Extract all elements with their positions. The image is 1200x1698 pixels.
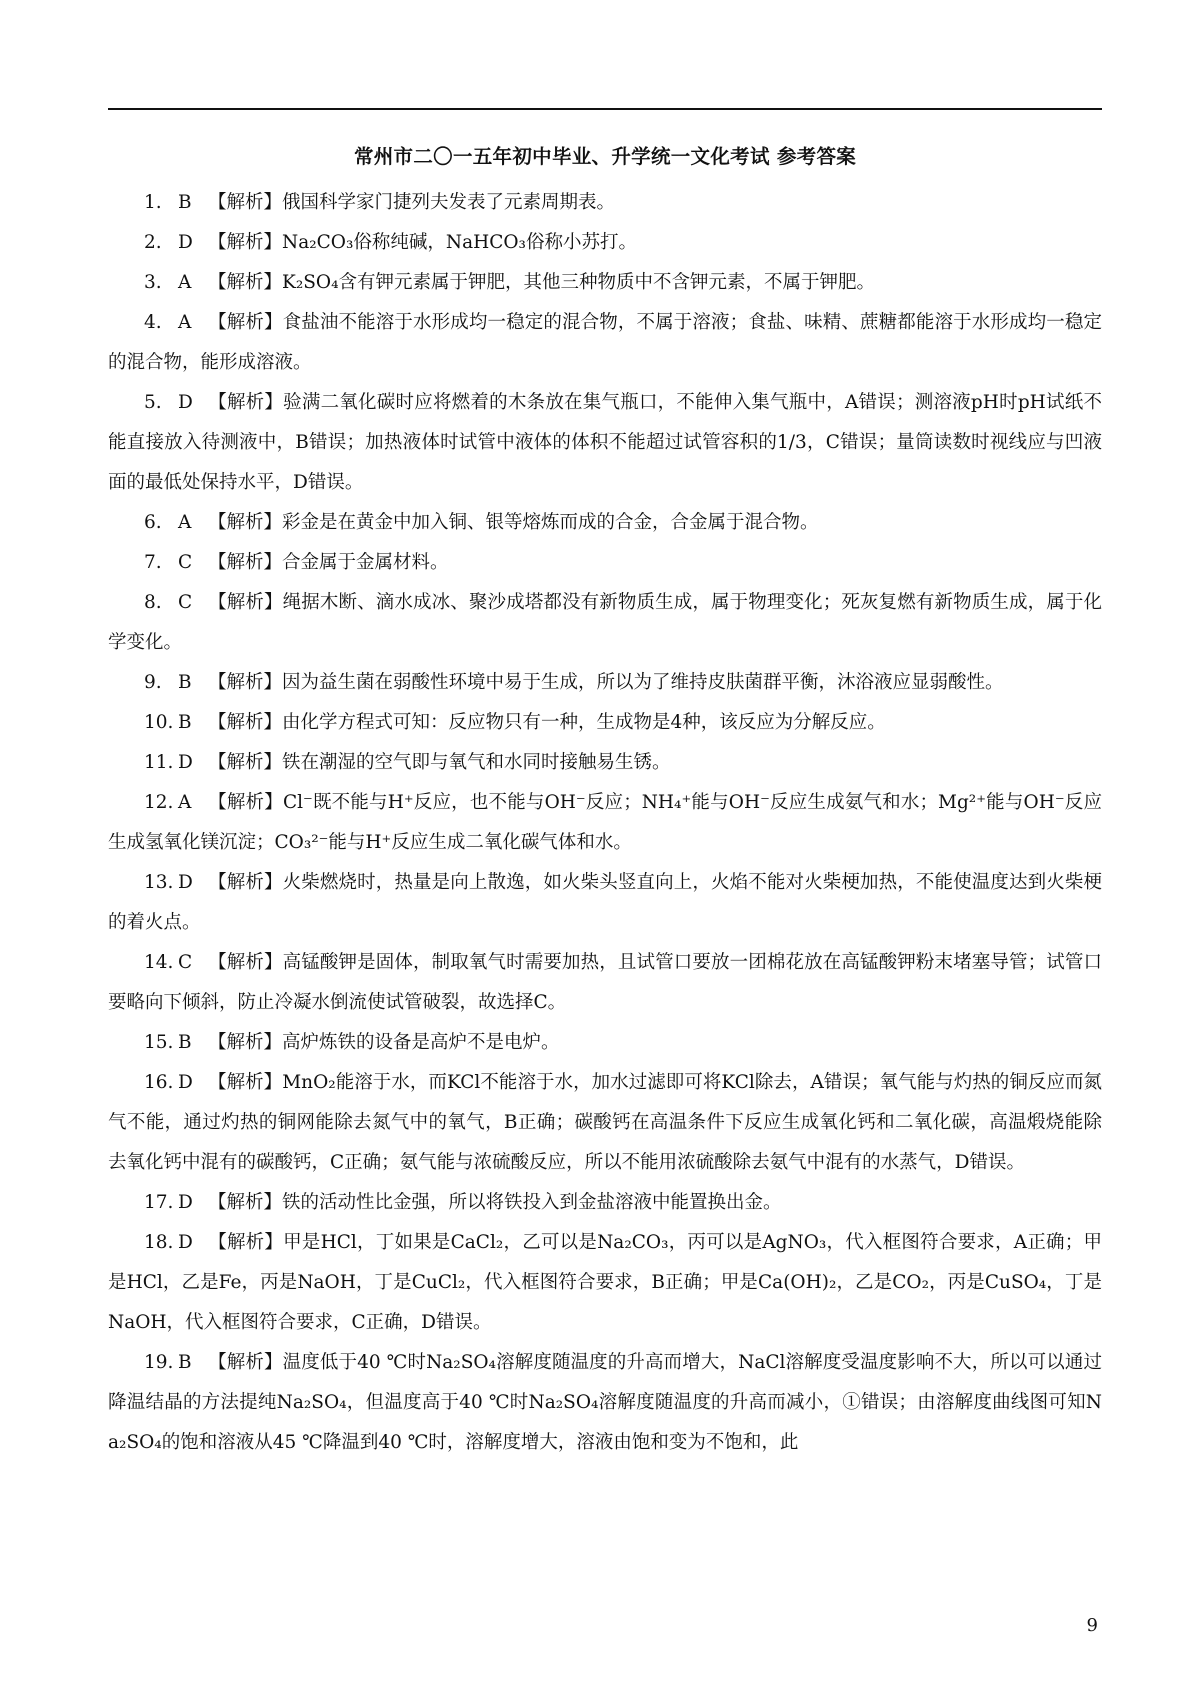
analysis-text: 合金属于金属材料。	[282, 552, 449, 573]
answer-number: 1.	[144, 192, 162, 213]
analysis-text: 甲是HCl，丁如果是CaCl₂，乙可以是Na₂CO₃，丙可以是AgNO₃，代入框图符合要求，A正确；甲是HCl，乙是Fe，丙是NaOH，丁是CuCl₂，代入框图符合要求，B正确；甲是Ca(OH)₂，乙是CO₂，丙是CuSO₄，丁是NaOH，代入框图符合要求，C正确，D错误。	[108, 1232, 1102, 1333]
analysis-tag: 【解析】	[208, 192, 283, 213]
analysis-tag: 【解析】	[208, 872, 283, 893]
answer-option: D	[178, 392, 193, 413]
analysis-tag: 【解析】	[208, 672, 283, 693]
analysis-text: 火柴燃烧时，热量是向上散逸，如火柴头竖直向上，火焰不能对火柴梗加热，不能使温度达到火柴梗的着火点。	[108, 872, 1102, 933]
answer-number: 2.	[144, 232, 162, 253]
answer-number: 5.	[144, 392, 162, 413]
answer-option: D	[178, 872, 193, 893]
answer-number: 18.	[144, 1232, 174, 1253]
analysis-tag: 【解析】	[208, 552, 283, 573]
answer-option: B	[178, 1032, 192, 1053]
analysis-tag: 【解析】	[208, 392, 284, 413]
answer-item	[108, 663, 1102, 703]
analysis-text: MnO₂能溶于水，而KCl不能溶于水，加水过滤即可将KCl除去，A错误；氧气能与灼热的铜反应而氮气不能，通过灼热的铜网能除去氮气中的氧气，B正确；碳酸钙在高温条件下反应生成氧化钙和二氧化碳，高温煅烧能除去氧化钙中混有的碳酸钙，C正确；氨气能与浓硫酸反应，所以不能用浓硫酸除去氨气中混有的水蒸气，D错误。	[108, 1072, 1102, 1173]
analysis-text: 因为益生菌在弱酸性环境中易于生成，所以为了维持皮肤菌群平衡，沐浴液应显弱酸性。	[282, 672, 1004, 693]
answer-item	[108, 263, 1102, 303]
analysis-tag: 【解析】	[208, 592, 283, 613]
analysis-text: 温度低于40 ℃时Na₂SO₄溶解度随温度的升高而增大，NaCl溶解度受温度影响不大，所以可以通过降温结晶的方法提纯Na₂SO₄，但温度高于40 ℃时Na₂SO₄溶解度随温度的升高而减小，①错误；由溶解度曲线图可知Na₂SO₄的饱和溶液从45 ℃降温到40 ℃时，溶解度增大，溶液由饱和变为不饱和，此	[108, 1352, 1102, 1453]
analysis-tag: 【解析】	[208, 792, 283, 813]
answer-option: A	[178, 312, 192, 333]
answer-item	[108, 1223, 1102, 1343]
answer-option: B	[178, 192, 192, 213]
analysis-text: 由化学方程式可知：反应物只有一种，生成物是4种，该反应为分解反应。	[282, 712, 886, 733]
analysis-text: 验满二氧化碳时应将燃着的木条放在集气瓶口，不能伸入集气瓶中，A错误；测溶液pH时pH试纸不能直接放入待测液中，B错误；加热液体时试管中液体的体积不能超过试管容积的1/3，C错误；量筒读数时视线应与凹液面的最低处保持水平，D错误。	[108, 392, 1102, 493]
answer-number: 12.	[144, 792, 174, 813]
answer-option: D	[178, 1072, 193, 1093]
analysis-tag: 【解析】	[208, 232, 283, 253]
answer-item	[108, 743, 1102, 783]
analysis-tag: 【解析】	[208, 1032, 283, 1053]
answer-item	[108, 1063, 1102, 1183]
answer-number: 17.	[144, 1192, 174, 1213]
analysis-text: K₂SO₄含有钾元素属于钾肥，其他三种物质中不含钾元素，不属于钾肥。	[282, 272, 876, 293]
analysis-tag: 【解析】	[208, 752, 283, 773]
analysis-tag: 【解析】	[208, 312, 283, 333]
answer-number: 13.	[144, 872, 174, 893]
answer-number: 19.	[144, 1352, 174, 1373]
answer-option: B	[178, 1352, 192, 1373]
analysis-text: 绳据木断、滴水成冰、聚沙成塔都没有新物质生成，属于物理变化；死灰复燃有新物质生成，属于化学变化。	[108, 592, 1102, 653]
answer-option: B	[178, 712, 192, 733]
analysis-text: 铁的活动性比金强，所以将铁投入到金盐溶液中能置换出金。	[282, 1192, 782, 1213]
analysis-tag: 【解析】	[208, 1192, 283, 1213]
analysis-text: 彩金是在黄金中加入铜、银等熔炼而成的合金，合金属于混合物。	[282, 512, 819, 533]
answer-number: 4.	[144, 312, 162, 333]
analysis-text: Na₂CO₃俗称纯碱，NaHCO₃俗称小苏打。	[282, 232, 637, 253]
page-number: 9	[1086, 1615, 1098, 1636]
answer-item	[108, 703, 1102, 743]
answer-item	[108, 223, 1102, 263]
analysis-tag: 【解析】	[208, 712, 283, 733]
document-title: 常州市二〇一五年初中毕业、升学统一文化考试 参考答案	[353, 145, 857, 168]
analysis-text: 俄国科学家门捷列夫发表了元素周期表。	[282, 192, 616, 213]
answer-item	[108, 943, 1102, 1023]
answer-item	[108, 583, 1102, 663]
analysis-text: 高炉炼铁的设备是高炉不是电炉。	[282, 1032, 560, 1053]
analysis-tag: 【解析】	[208, 1232, 284, 1253]
analysis-tag: 【解析】	[208, 1072, 283, 1093]
answer-number: 7.	[144, 552, 162, 573]
answer-list	[108, 183, 1102, 1463]
analysis-text: 铁在潮湿的空气即与氧气和水同时接触易生锈。	[282, 752, 671, 773]
analysis-tag: 【解析】	[208, 512, 283, 533]
answer-item	[108, 1183, 1102, 1223]
analysis-text: Cl⁻既不能与H⁺反应，也不能与OH⁻反应；NH₄⁺能与OH⁻反应生成氨气和水；Mg²⁺能与OH⁻反应生成氢氧化镁沉淀；CO₃²⁻能与H⁺反应生成二氧化碳气体和水。	[108, 792, 1102, 853]
answer-number: 10.	[144, 712, 174, 733]
answer-item	[108, 783, 1102, 863]
answer-item	[108, 183, 1102, 223]
answer-item	[108, 1343, 1102, 1463]
answer-option: C	[178, 592, 193, 613]
answer-option: D	[178, 752, 193, 773]
answer-item	[108, 503, 1102, 543]
answer-item	[108, 383, 1102, 503]
answer-option: C	[178, 952, 193, 973]
answer-option: A	[178, 272, 192, 293]
answer-option: D	[178, 1232, 193, 1253]
analysis-tag: 【解析】	[208, 1352, 283, 1373]
answer-number: 6.	[144, 512, 162, 533]
answer-number: 8.	[144, 592, 162, 613]
answer-option: A	[178, 512, 192, 533]
answer-option: D	[178, 232, 193, 253]
answer-number: 3.	[144, 272, 162, 293]
analysis-text: 食盐油不能溶于水形成均一稳定的混合物，不属于溶液；食盐、味精、蔗糖都能溶于水形成均一稳定的混合物，能形成溶液。	[108, 312, 1102, 373]
answer-option: A	[178, 792, 192, 813]
answer-number: 16.	[144, 1072, 174, 1093]
answer-number: 9.	[144, 672, 162, 693]
answer-option: B	[178, 672, 192, 693]
answer-item	[108, 543, 1102, 583]
analysis-text: 高锰酸钾是固体，制取氧气时需要加热，且试管口要放一团棉花放在高锰酸钾粉末堵塞导管；试管口要略向下倾斜，防止冷凝水倒流使试管破裂，故选择C。	[108, 952, 1102, 1013]
answer-option: C	[178, 552, 193, 573]
answer-item	[108, 863, 1102, 943]
analysis-tag: 【解析】	[208, 272, 283, 293]
answer-number: 14.	[144, 952, 174, 973]
answer-item	[108, 303, 1102, 383]
answer-number: 15.	[144, 1032, 174, 1053]
analysis-tag: 【解析】	[208, 952, 283, 973]
answer-item	[108, 1023, 1102, 1063]
header-rule	[108, 108, 1102, 110]
answer-number: 11.	[144, 752, 174, 773]
answer-option: D	[178, 1192, 193, 1213]
